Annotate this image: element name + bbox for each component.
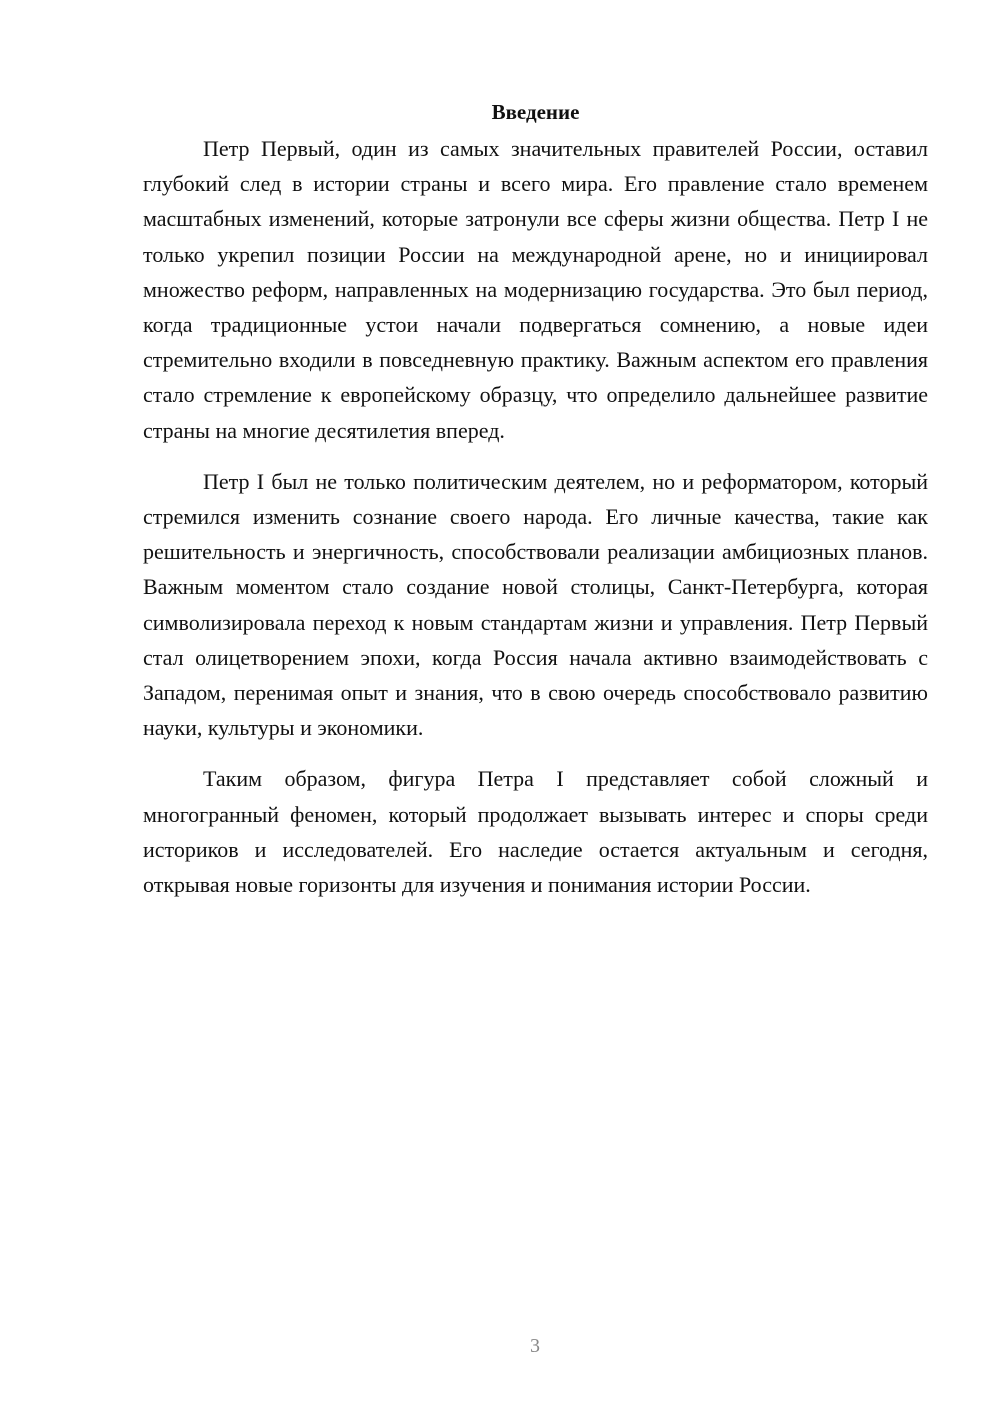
- paragraph-3: Таким образом, фигура Петра I представляет собой сложный и многогранный феномен, который продолжает вызывать интерес и споры среди историков и исследователей. Его наследие остается актуальным и сегодня, открывая новые горизонты для изучения и понимания истории России.: [143, 766, 928, 898]
- page-number: 3: [530, 1335, 540, 1357]
- paragraph-1: Петр Первый, один из самых значительных правителей России, оставил глубокий след в истории страны и всего мира. Его правление стало временем масштабных изменений, которые затронули все сферы жизни общества. Петр I не только укрепил позиции России на международной арене, но и инициировал множество реформ, направленных на модернизацию государства. Это был период, когда традиционные устои начали подвергаться сомнению, а новые идеи стремительно входили в повседневную практику. Важным аспектом его правления стало стремление к европейскому образцу, что определило дальнейшее развитие страны на многие десятилетия вперед.: [143, 136, 928, 443]
- paragraph-2: Петр I был не только политическим деятелем, но и реформатором, который стремился изменить сознание своего народа. Его личные качества, такие как решительность и энергичность, способствовали реализации амбициозных планов. Важным моментом стало создание новой столицы, Санкт-Петербурга, которая символизировала переход к новым стандартам жизни и управления. Петр Первый стал олицетворением эпохи, когда Россия начала активно взаимодействовать с Западом, перенимая опыт и знания, что в свою очередь способствовало развитию науки, культуры и экономики.: [143, 468, 928, 741]
- page-content: [143, 97, 928, 918]
- section-heading: Введение: [491, 100, 580, 124]
